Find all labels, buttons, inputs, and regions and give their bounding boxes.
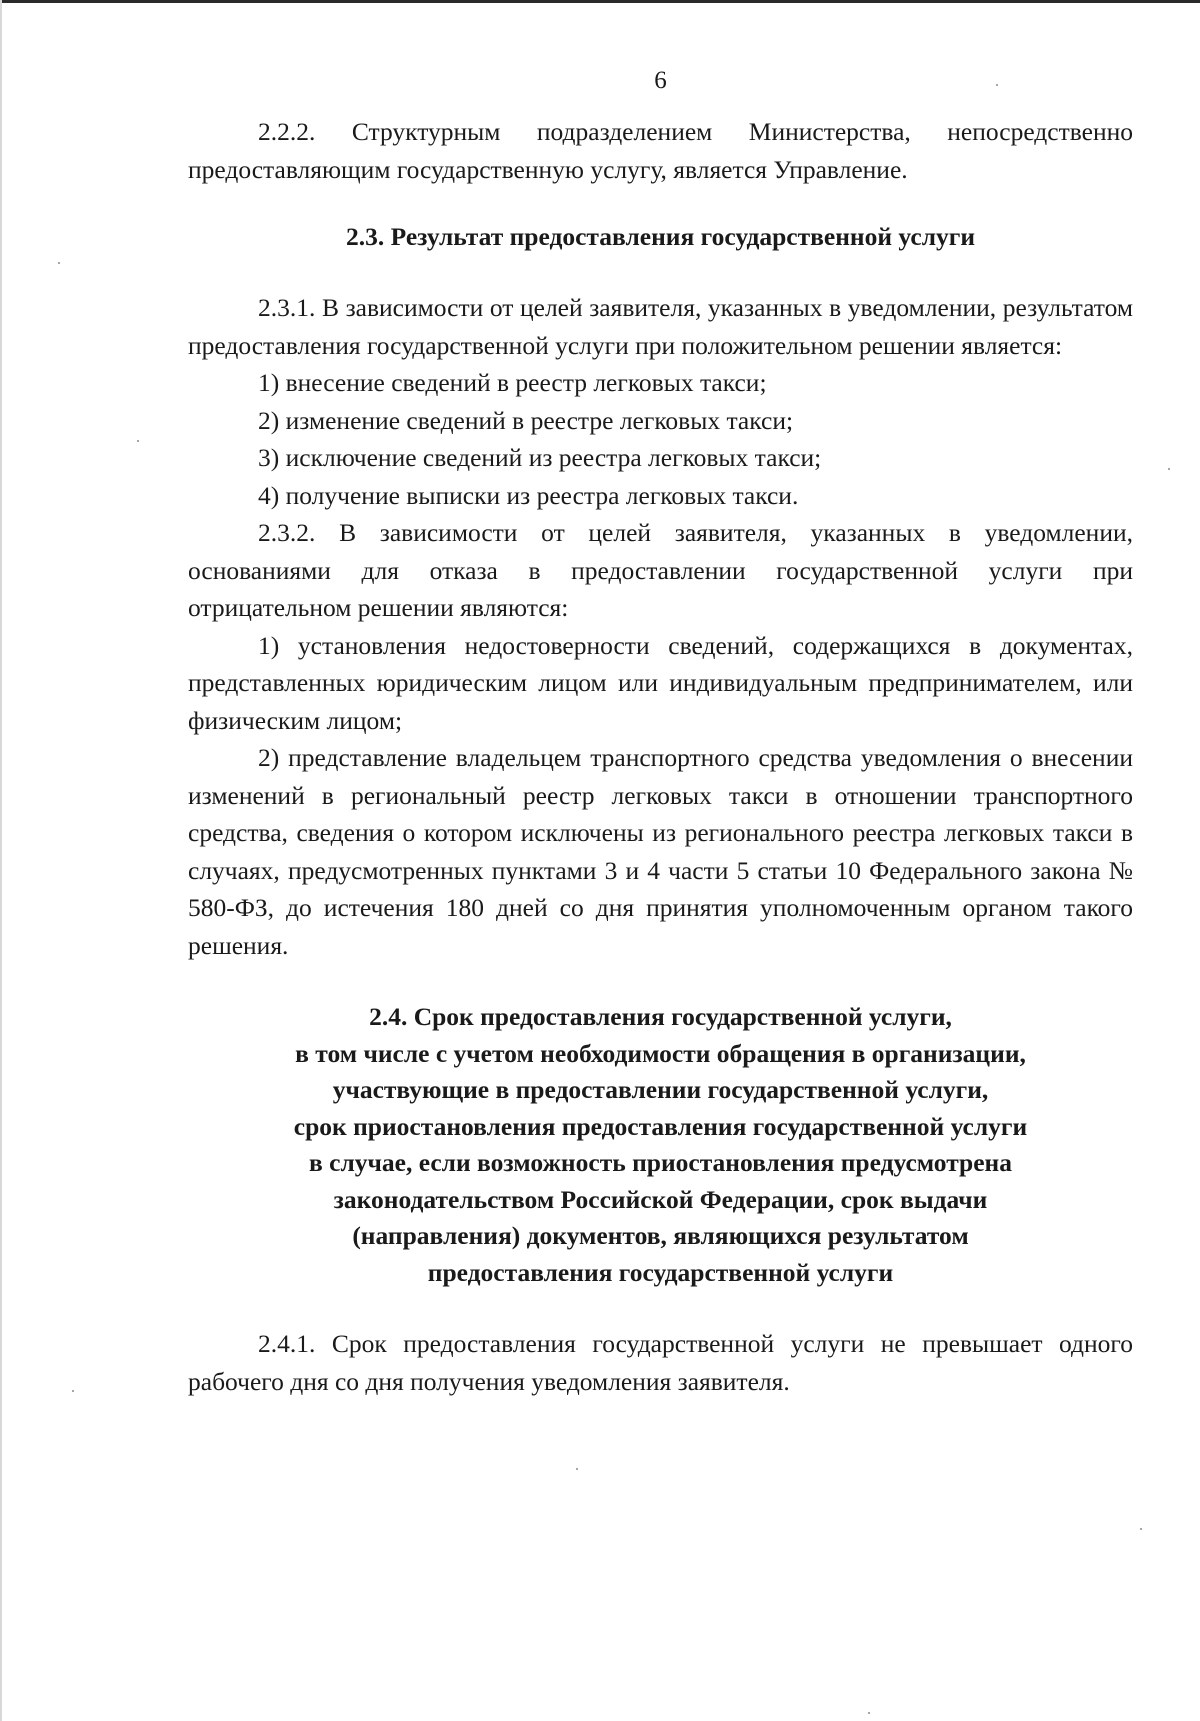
heading-line: в том числе с учетом необходимости обращения в организации, (295, 1038, 1026, 1068)
list-item-2-3-1-4: 4) получение выписки из реестра легковых такси. (258, 480, 799, 510)
list-item-2-3-1-3: 3) исключение сведений из реестра легковых такси; (258, 443, 822, 472)
paragraph-2-3-1: 2.3.1. В зависимости от целей заявителя, указанных в уведомлении, результатом предоставления государственной услуги при положительном решении является: (188, 293, 1133, 360)
paragraph-2-3-2: 2.3.2. В зависимости от целей заявителя, указанных в уведомлении, основаниями для отказа в предоставлении государственной услуги при отрицательном решении являются: (188, 518, 1133, 622)
scan-edge-left (0, 0, 2, 1721)
scan-speck (58, 262, 60, 264)
heading-line: срок приостановления предоставления государственной услуги (293, 1111, 1028, 1141)
page-number: 6 (654, 67, 667, 94)
scan-speck (1140, 1528, 1142, 1530)
section-heading-2-3: 2.3. Результат предоставления государственной услуги (345, 222, 976, 251)
heading-line: законодательством Российской Федерации, срок выдачи (333, 1184, 988, 1214)
list-item-2-3-2-1: 1) установления недостоверности сведений, содержащихся в документах, представленных юридическим лицом или индивидуальным предпринимателем, или физическим лицом; (188, 630, 1133, 735)
paragraph-2-4-1: 2.4.1. Срок предоставления государственной услуги не превышает одного рабочего дня со дня получения уведомления заявителя. (188, 1329, 1133, 1396)
scan-speck (996, 84, 998, 86)
list-item-2-3-1-2: 2) изменение сведений в реестре легковых такси; (258, 405, 794, 435)
scan-speck (1168, 468, 1170, 470)
list-item-2-3-2-2: 2) представление владельцем транспортного средства уведомления о внесении изменений в региональный реестр легковых такси в отношении транспортного средства, сведения о котором исключены из регионального реестра легковых такси в случаях, предусмотренных пунктами 3 и 4 части 5 статьи 10 Федерального закона № 580-ФЗ, до истечения 180 дней со дня принятия уполномоченным органом такого решения. (188, 743, 1133, 960)
scan-speck (137, 440, 139, 442)
document-body (188, 113, 1133, 1400)
list-item-2-3-1-1: 1) внесение сведений в реестр легковых такси; (258, 368, 767, 397)
heading-line: участвующие в предоставлении государственной услуги, (332, 1075, 989, 1104)
heading-line: 2.4. Срок предоставления государственной услуги, (369, 1002, 952, 1031)
heading-line: предоставления государственной услуги (427, 1257, 894, 1287)
scan-speck (868, 1712, 870, 1714)
heading-line: в случае, если возможность приостановления предусмотрена (309, 1148, 1012, 1177)
scan-speck (576, 1468, 578, 1470)
heading-line: (направления) документов, являющихся результатом (352, 1221, 969, 1250)
paragraph-2-2-2: 2.2.2. Структурным подразделением Министерства, непосредственно предоставляющим государственную услугу, является Управление. (188, 117, 1133, 184)
section-heading-2-4 (188, 999, 1133, 1291)
scan-edge-top (0, 0, 1200, 3)
scan-speck (72, 1390, 74, 1392)
